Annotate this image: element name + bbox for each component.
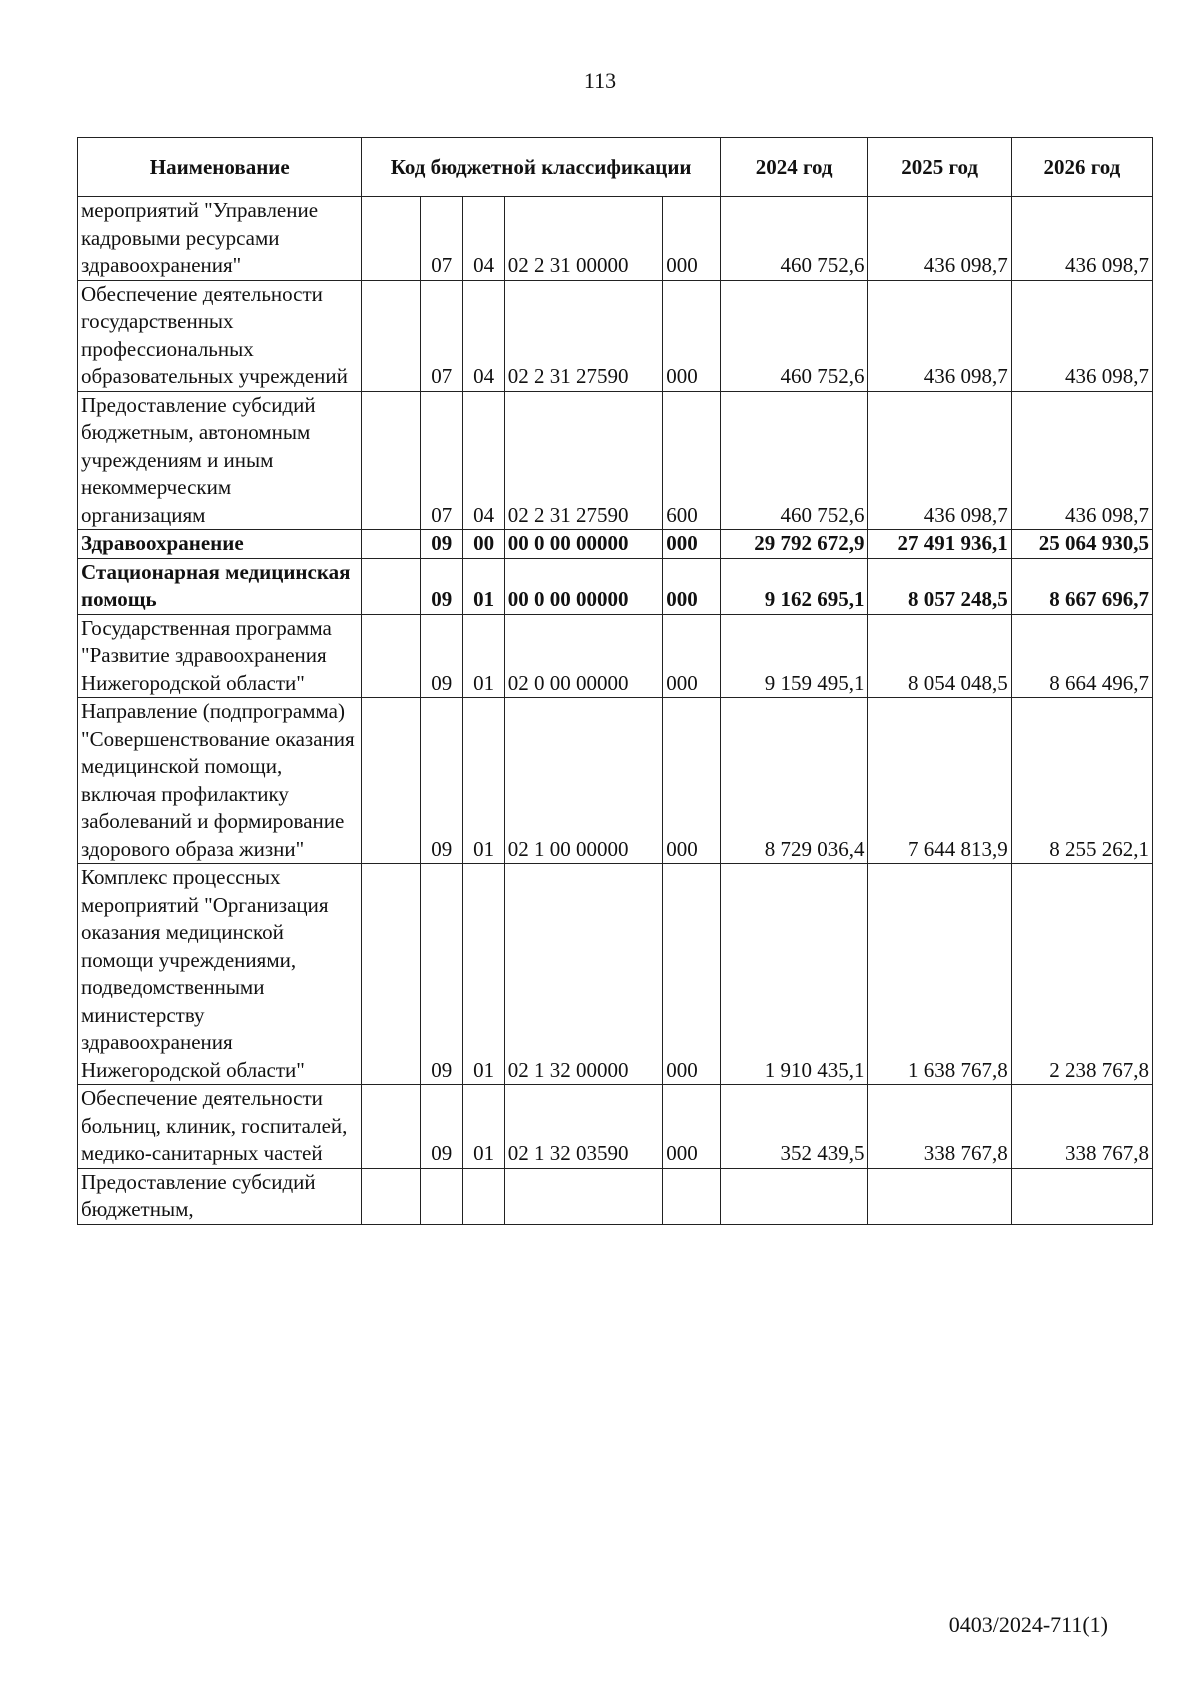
cell-spacer [362, 280, 421, 391]
page-number: 113 [583, 68, 617, 93]
cell-expense-type: 000 [663, 864, 721, 1085]
cell-2026: 8 667 696,7 [1011, 558, 1152, 614]
cell-subsection: 04 [463, 391, 504, 530]
cell-subsection: 04 [463, 197, 504, 281]
cell-name: Государственная программа "Развитие здравоохранения Нижегородской области" [78, 614, 362, 698]
cell-section: 09 [421, 1085, 463, 1169]
cell-spacer [362, 1085, 421, 1169]
cell-2026: 436 098,7 [1011, 197, 1152, 281]
table-row [78, 1085, 1153, 1169]
cell-section: 07 [421, 280, 463, 391]
cell-subsection: 01 [463, 1085, 504, 1169]
cell-subsection: 01 [463, 558, 504, 614]
table-row [78, 1168, 1153, 1224]
cell-spacer [362, 698, 421, 864]
table-header [78, 138, 1153, 197]
cell-expense-type: 000 [663, 614, 721, 698]
cell-2024: 9 159 495,1 [720, 614, 868, 698]
cell-empty [663, 1168, 721, 1224]
cell-target-article: 00 0 00 00000 [504, 558, 663, 614]
cell-name: Здравоохранение [78, 530, 362, 559]
cell-2025: 7 644 813,9 [868, 698, 1011, 864]
cell-target-article: 00 0 00 00000 [504, 530, 663, 559]
table-row [78, 864, 1153, 1085]
table-body [78, 197, 1153, 1225]
cell-name: Комплекс процессных мероприятий "Организация оказания медицинской помощи учреждениями, подведомственными министерству здравоохранения Нижегородской области" [78, 864, 362, 1085]
cell-section: 09 [421, 698, 463, 864]
cell-2024: 460 752,6 [720, 197, 868, 281]
cell-name: Направление (подпрограмма) "Совершенствование оказания медицинской помощи, включая профилактику заболеваний и формирование здорового образа жизни" [78, 698, 362, 864]
cell-section: 09 [421, 558, 463, 614]
cell-subsection: 00 [463, 530, 504, 559]
cell-2024: 29 792 672,9 [720, 530, 868, 559]
cell-empty [868, 1168, 1011, 1224]
table-row [78, 530, 1153, 559]
cell-name: мероприятий "Управление кадровыми ресурсами здравоохранения" [78, 197, 362, 281]
cell-section: 09 [421, 530, 463, 559]
cell-section: 09 [421, 864, 463, 1085]
table-row [78, 197, 1153, 281]
cell-empty [362, 1168, 421, 1224]
header-2026: 2026 год [1011, 138, 1152, 197]
table-row [78, 698, 1153, 864]
cell-expense-type: 600 [663, 391, 721, 530]
cell-2025: 1 638 767,8 [868, 864, 1011, 1085]
cell-name: Предоставление субсидий бюджетным, [78, 1168, 362, 1224]
cell-2026: 436 098,7 [1011, 391, 1152, 530]
table-row [78, 280, 1153, 391]
cell-empty [421, 1168, 463, 1224]
cell-section: 07 [421, 391, 463, 530]
cell-subsection: 04 [463, 280, 504, 391]
cell-name: Обеспечение деятельности больниц, клиник, госпиталей, медико-санитарных частей [78, 1085, 362, 1169]
cell-expense-type: 000 [663, 558, 721, 614]
cell-spacer [362, 530, 421, 559]
cell-spacer [362, 614, 421, 698]
cell-expense-type: 000 [663, 530, 721, 559]
cell-2026: 436 098,7 [1011, 280, 1152, 391]
header-2024: 2024 год [720, 138, 868, 197]
cell-section: 07 [421, 197, 463, 281]
cell-2026: 25 064 930,5 [1011, 530, 1152, 559]
header-2025: 2025 год [868, 138, 1011, 197]
cell-2024: 1 910 435,1 [720, 864, 868, 1085]
cell-2024: 9 162 695,1 [720, 558, 868, 614]
cell-2026: 8 664 496,7 [1011, 614, 1152, 698]
table-row [78, 391, 1153, 530]
cell-2026: 338 767,8 [1011, 1085, 1152, 1169]
cell-target-article: 02 2 31 27590 [504, 280, 663, 391]
cell-2026: 2 238 767,8 [1011, 864, 1152, 1085]
cell-2025: 8 054 048,5 [868, 614, 1011, 698]
cell-section: 09 [421, 614, 463, 698]
cell-target-article: 02 0 00 00000 [504, 614, 663, 698]
cell-name: Обеспечение деятельности государственных профессиональных образовательных учреждений [78, 280, 362, 391]
cell-expense-type: 000 [663, 698, 721, 864]
budget-table [77, 137, 1153, 1225]
cell-spacer [362, 864, 421, 1085]
cell-target-article: 02 1 00 00000 [504, 698, 663, 864]
cell-subsection: 01 [463, 864, 504, 1085]
cell-subsection: 01 [463, 614, 504, 698]
cell-2025: 338 767,8 [868, 1085, 1011, 1169]
cell-spacer [362, 558, 421, 614]
cell-target-article: 02 1 32 03590 [504, 1085, 663, 1169]
cell-target-article: 02 1 32 00000 [504, 864, 663, 1085]
cell-2024: 460 752,6 [720, 280, 868, 391]
cell-expense-type: 000 [663, 1085, 721, 1169]
cell-spacer [362, 391, 421, 530]
cell-expense-type: 000 [663, 280, 721, 391]
header-name: Наименование [78, 138, 362, 197]
cell-empty [504, 1168, 663, 1224]
cell-2025: 27 491 936,1 [868, 530, 1011, 559]
table-row [78, 558, 1153, 614]
cell-empty [463, 1168, 504, 1224]
header-code: Код бюджетной классификации [362, 138, 720, 197]
cell-2025: 436 098,7 [868, 391, 1011, 530]
cell-empty [720, 1168, 868, 1224]
cell-2025: 8 057 248,5 [868, 558, 1011, 614]
cell-2024: 460 752,6 [720, 391, 868, 530]
cell-expense-type: 000 [663, 197, 721, 281]
cell-empty [1011, 1168, 1152, 1224]
cell-target-article: 02 2 31 00000 [504, 197, 663, 281]
cell-name: Предоставление субсидий бюджетным, автономным учреждениям и иным некоммерческим организациям [78, 391, 362, 530]
cell-spacer [362, 197, 421, 281]
cell-2026: 8 255 262,1 [1011, 698, 1152, 864]
cell-2025: 436 098,7 [868, 280, 1011, 391]
cell-name: Стационарная медицинская помощь [78, 558, 362, 614]
cell-2025: 436 098,7 [868, 197, 1011, 281]
cell-subsection: 01 [463, 698, 504, 864]
cell-2024: 352 439,5 [720, 1085, 868, 1169]
cell-2024: 8 729 036,4 [720, 698, 868, 864]
table-row [78, 614, 1153, 698]
cell-target-article: 02 2 31 27590 [504, 391, 663, 530]
document-code: 0403/2024-711(1) [948, 1612, 1108, 1637]
